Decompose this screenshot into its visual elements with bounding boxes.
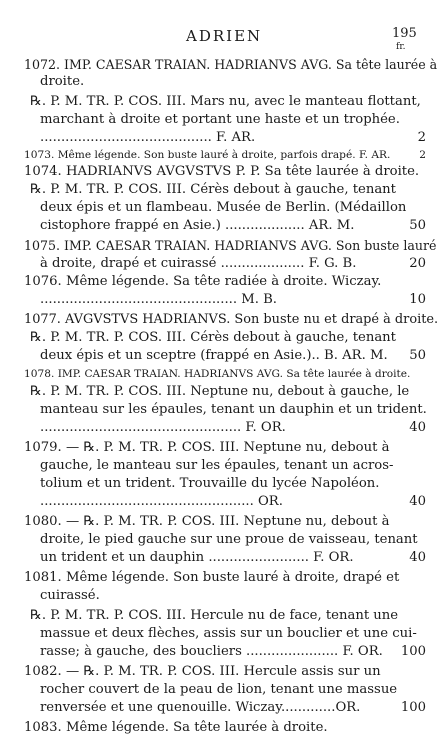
entry-value: 40 <box>409 420 426 435</box>
entry-text: 1081. Même légende. Son buste lauré à droite, drapé et <box>24 570 400 585</box>
entry-text: rocher couvert de la peau de lion, tenant une massue <box>40 682 398 697</box>
entry-text: ......................................... F. AR. <box>40 130 256 145</box>
entry-text: tolium et un trident. Trouvaille du lycée Napoléon. <box>40 476 380 491</box>
entry-text: marchant à droite et portant une haste et un trophée. <box>40 112 400 127</box>
entry-text: 1080. — ℞. P. M. TR. P. COS. III. Neptune nu, debout à <box>24 514 390 529</box>
entry-value: 2 <box>417 130 426 145</box>
entry-text: droite, le pied gauche sur une proue de vaisseau, tenant <box>40 532 418 547</box>
entry-text: ................................................... OR. <box>40 494 283 509</box>
page-number: 195 <box>392 26 417 41</box>
entry-text: 1083. Même légende. Sa tête laurée à droite. <box>24 720 328 735</box>
entry-value: 100 <box>400 700 426 715</box>
entry-text: ℞. P. M. TR. P. COS. III. Cérès debout à gauche, tenant <box>30 182 396 197</box>
entry-text: 1072. IMP. CAESAR TRAIAN. HADRIANVS AVG. Sa tête laurée à <box>24 57 438 72</box>
entry-value: 100 <box>400 644 426 659</box>
entry-text: 1074. HADRIANVS AVGVSTVS P. P. Sa tête laurée à droite. <box>24 164 420 179</box>
entry-text: deux épis et un flambeau. Musée de Berlin. (Médaillon <box>40 200 407 215</box>
entry-text: deux épis et un sceptre (frappé en Asie.).. B. AR. M. <box>40 348 388 363</box>
entry-text: 1078. IMP. CAESAR TRAIAN. HADRIANVS AVG. Sa tête laurée à droite. <box>24 368 411 380</box>
entry-text: 1076. Même légende. Sa tête radiée à droite. Wiczay. <box>24 274 382 289</box>
entry-text: renversée et une quenouille. Wiczay.............OR. <box>40 700 361 715</box>
entry-text: cuirassé. <box>40 588 100 603</box>
entry-text: 1075. IMP. CAESAR TRAIAN. HADRIANVS AVG. Son buste lauré <box>24 238 437 253</box>
entry-value: 50 <box>409 218 426 233</box>
entry-text: manteau sur les épaules, tenant un dauphin et un trident. <box>40 402 427 417</box>
entry-value: 40 <box>409 494 426 509</box>
entry-text: ℞. P. M. TR. P. COS. III. Hercule nu de face, tenant une <box>30 608 399 623</box>
entry-text: ............................................... M. B. <box>40 292 277 307</box>
entry-text: cistophore frappé en Asie.) ................... AR. M. <box>40 218 355 233</box>
entry-value: 50 <box>409 348 426 363</box>
entry-text: ℞. P. M. TR. P. COS. III. Neptune nu, debout à gauche, le <box>30 384 410 399</box>
entry-value: 40 <box>409 550 426 565</box>
entry-text: ℞. P. M. TR. P. COS. III. Mars nu, avec le manteau flottant, <box>30 94 421 109</box>
entry-text: 1073. Même légende. Son buste lauré à droite, parfois drapé. F. AR. <box>24 149 391 161</box>
entry-text: gauche, le manteau sur les épaules, tenant un acros- <box>40 458 394 473</box>
running-title: ADRIEN <box>186 27 263 45</box>
entry-text: ................................................ F. OR. <box>40 420 286 435</box>
entry-text: 1079. — ℞. P. M. TR. P. COS. III. Neptune nu, debout à <box>24 440 390 455</box>
entry-text: ℞. P. M. TR. P. COS. III. Cérès debout à gauche, tenant <box>30 330 396 345</box>
entry-value: 10 <box>409 292 426 307</box>
entry-text: rasse; à gauche, des boucliers ...................... F. OR. <box>40 644 383 659</box>
entry-value: 20 <box>409 256 426 271</box>
entry-text: droite. <box>40 74 85 89</box>
entry-text: un trident et un dauphin ........................ F. OR. <box>40 550 354 565</box>
entry-value: 2 <box>419 149 426 161</box>
entry-text: à droite, drapé et cuirassé .................... F. G. B. <box>40 256 357 271</box>
currency-unit: fr. <box>396 42 406 52</box>
entry-text: 1082. — ℞. P. M. TR. P. COS. III. Hercule assis sur un <box>24 664 381 679</box>
entry-text: 1077. AVGVSTVS HADRIANVS. Son buste nu et drapé à droite. <box>24 312 439 327</box>
entry-text: massue et deux flèches, assis sur un bouclier et une cui- <box>40 626 417 641</box>
